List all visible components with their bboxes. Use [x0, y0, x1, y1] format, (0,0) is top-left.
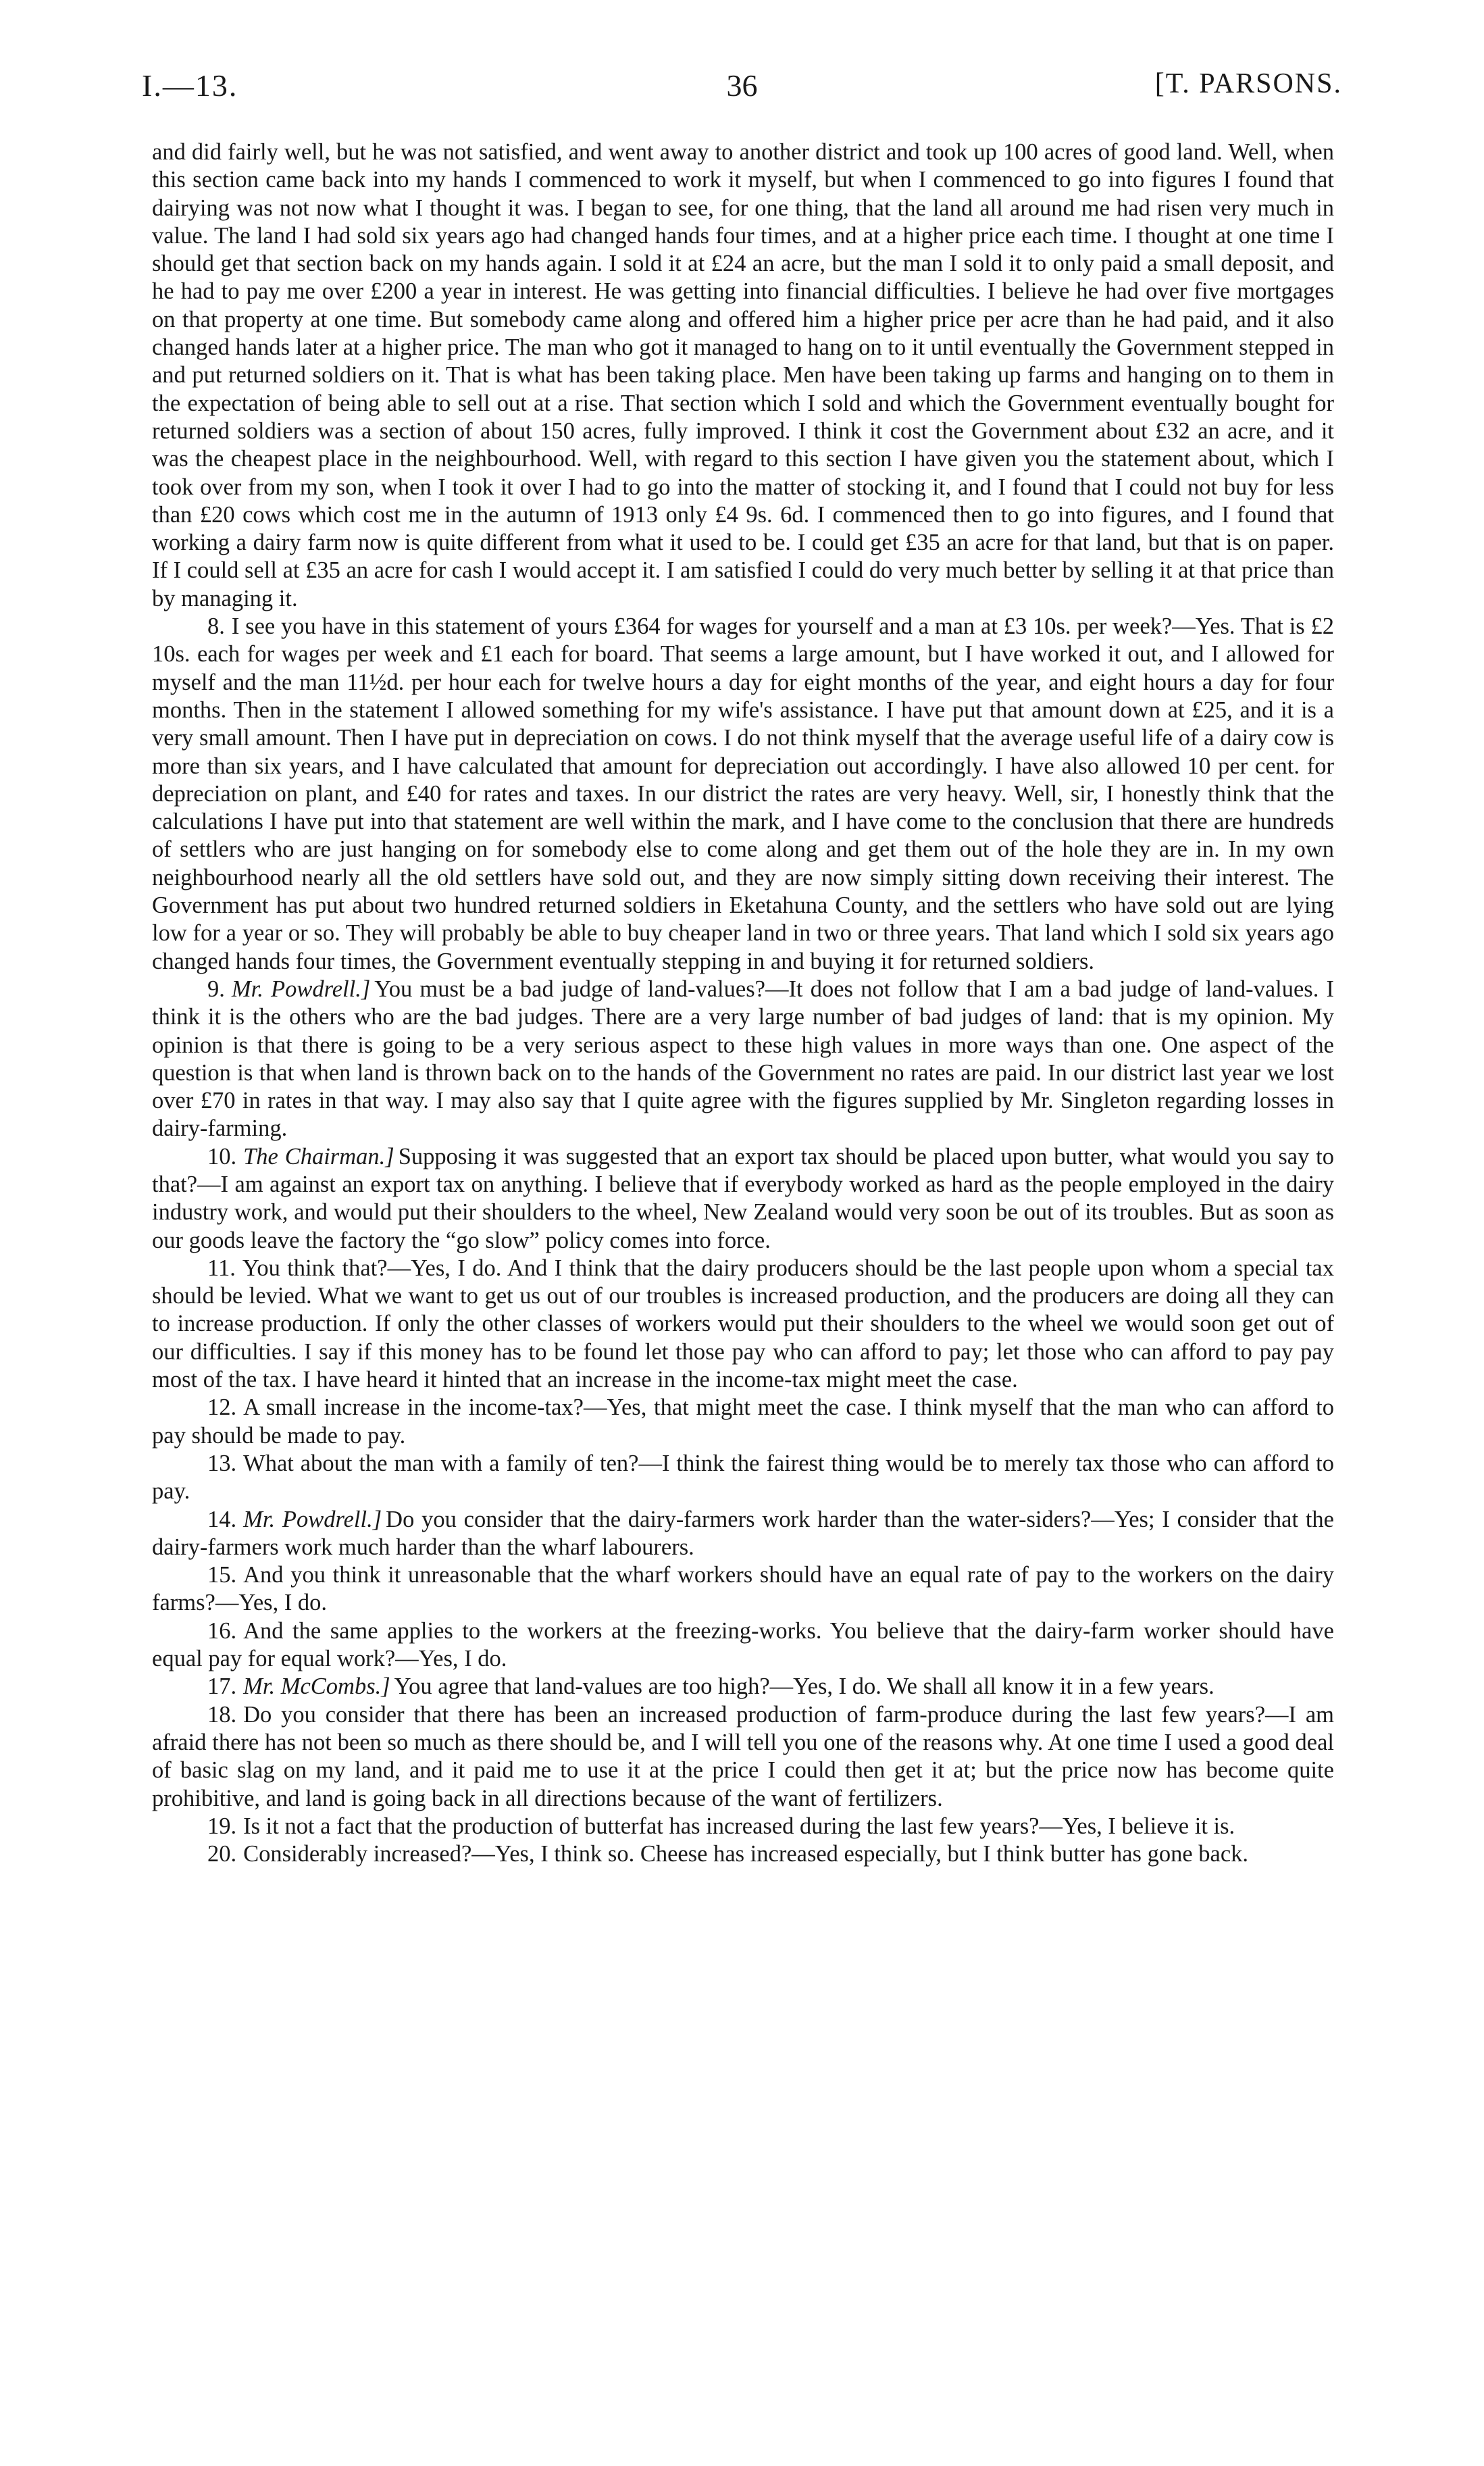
question-number: 15.	[207, 1562, 237, 1588]
question-number: 17.	[207, 1674, 237, 1700]
paragraph-text: A small increase in the income-tax?—Yes, that might meet the case. I think myself that the man who can afford to pay should be made to pay.	[152, 1394, 1334, 1449]
speaker-label: Mr. McCombs.]	[243, 1674, 390, 1700]
witness-name: [T. PARSONS.	[1154, 68, 1342, 99]
question-number: 16.	[207, 1617, 237, 1644]
speaker-label: The Chairman.]	[243, 1143, 394, 1169]
question-number: 13.	[207, 1450, 237, 1476]
question-number: 18.	[207, 1701, 237, 1728]
question-17	[152, 1673, 1334, 1701]
testimony-body	[152, 139, 1334, 1868]
parliamentary-paper-reference: I.—13.	[142, 68, 238, 103]
paragraph-text: and did fairly well, but he was not satisfied, and went away to another district and took up 100 acres of good land. Well, when this section came back into my hands I commenced to work it myself, but when I commenced to go into figures I found that dairying was not now what I thought it was. I began to see, for one thing, that the land all around me had risen very much in value. The land I had sold six years ago had changed hands four times, and at a higher price each time. I thought at one time I should get that section back on my hands again. I sold it at £24 an acre, but the man I sold it to only paid a small deposit, and he had to pay me over £200 a year in interest. He was getting into financial difficulties. I believe he had over five mortgages on that property at one time. But somebody came along and offered him a higher price per acre than he had paid, and it also changed hands later at a higher price. The man who got it managed to hang on to it until eventually the Government stepped in and put returned soldiers on it. That is what has been taking place. Men have been taking up farms and hanging on to them in the expectation of being able to sell out at a rise. That section which I sold and which the Government eventually bought for returned soldiers was a section of about 150 acres, fully improved. I think it cost the Government about £32 an acre, and it was the cheapest place in the neighbourhood. Well, with regard to this section I have given you the statement about, which I took over from my son, when I took it over I had to go into the matter of stocking it, and I found that I could not buy for less than £20 cows which cost me in the autumn of 1913 only £4 9s. 6d. I commenced then to go into figures, and I found that working a dairy farm now is quite different from what it used to be. I could get £35 an acre for that land, but that is on paper. If I could sell at £35 an acre for cash I would accept it. I am satisfied I could do very much better by selling it at that price than by managing it.	[152, 139, 1334, 611]
speaker-label: Mr. Powdrell.]	[231, 976, 371, 1002]
question-18	[152, 1701, 1334, 1813]
question-number: 9.	[207, 976, 225, 1002]
page-number: 36	[726, 68, 758, 103]
page-header	[142, 68, 1342, 115]
paragraph-text: Do you consider that the dairy-farmers work harder than the water-siders?—Yes; I consider that the dairy-farmers work much harder than the wharf labourers.	[152, 1506, 1334, 1560]
question-19	[152, 1813, 1334, 1840]
question-number: 10.	[207, 1143, 237, 1169]
question-14	[152, 1506, 1334, 1562]
question-16	[152, 1617, 1334, 1674]
question-11	[152, 1255, 1334, 1394]
paragraph-continued	[152, 139, 1334, 613]
paragraph-text: You agree that land-values are too high?—Yes, I do. We shall all know it in a few years.	[394, 1674, 1214, 1700]
question-number: 11.	[207, 1255, 236, 1281]
question-13	[152, 1450, 1334, 1506]
paragraph-text: You must be a bad judge of land-values?—It does not follow that I am a bad judge of land-values. I think it is the others who are the bad judges. There are a very large number of bad judges of land: that is my opinion. My opinion is that there is going to be a very serious aspect to these high values in more ways than one. One aspect of the question is that when land is thrown back on to the hands of the Government no rates are paid. In our district last year we lost over £70 in rates in that way. I may also say that I quite agree with the figures supplied by Mr. Singleton regarding losses in dairy-farming.	[152, 976, 1334, 1142]
question-number: 19.	[207, 1813, 237, 1839]
paragraph-text: And you think it unreasonable that the wharf workers should have an equal rate of pay to the workers on the dairy farms?—Yes, I do.	[152, 1562, 1334, 1616]
paragraph-text: Do you consider that there has been an increased production of farm-produce during the last few years?—I am afraid there has not been so much as there should be, and I will tell you one of the reasons why. At one time I used a good deal of basic slag on my land, and it paid me to use it at the price I could then get it at; but the price now has become quite prohibitive, and land is going back in all directions because of the want of fertilizers.	[152, 1701, 1334, 1811]
paragraph-text: Considerably increased?—Yes, I think so. Cheese has increased especially, but I think butter has gone back.	[243, 1841, 1249, 1867]
question-9	[152, 976, 1334, 1143]
question-12	[152, 1394, 1334, 1450]
paragraph-text: What about the man with a family of ten?—I think the fairest thing would be to merely tax those who can afford to pay.	[152, 1450, 1334, 1505]
question-10	[152, 1143, 1334, 1255]
question-20	[152, 1840, 1334, 1868]
paragraph-text: I see you have in this statement of yours £364 for wages for yourself and a man at £3 10s. per week?—Yes. That is £2 10s. each for wages per week and £1 each for board. That seems a large amount, but I have worked it out, and I allowed for myself and the man 11½d. per hour each for twelve hours a day for eight months of the year, and eight hours a day for four months. Then in the statement I allowed something for my wife's assistance. I have put that amount down at £25, and it is a very small amount. Then I have put in depreciation on cows. I do not think myself that the average useful life of a dairy cow is more than six years, and I have calculated that amount for depreciation out accordingly. I have also allowed 10 per cent. for depreciation on plant, and £40 for rates and taxes. In our district the rates are very heavy. Well, sir, I honestly think that the calculations I have put into that statement are well within the mark, and I have come to the conclusion that there are hundreds of settlers who are just hanging on for somebody else to come along and get them out of the hole they are in. In my own neighbourhood nearly all the old settlers have sold out, and they are now simply sitting down receiving their interest. The Government has put about two hundred returned soldiers in Eketahuna County, and the settlers who have sold out are lying low for a year or so. They will probably be able to buy cheaper land in two or three years. That land which I sold six years ago changed hands four times, the Government eventually stepping in and buying it for returned soldiers.	[152, 613, 1334, 974]
question-8	[152, 613, 1334, 976]
paragraph-text: Is it not a fact that the production of butterfat has increased during the last few years?—Yes, I believe it is.	[243, 1813, 1235, 1839]
question-number: 20.	[207, 1841, 237, 1867]
question-number: 8.	[207, 613, 225, 640]
question-15	[152, 1561, 1334, 1617]
question-number: 14.	[207, 1506, 237, 1532]
paragraph-text: Supposing it was suggested that an export tax should be placed upon butter, what would you say to that?—I am against an export tax on anything. I believe that if everybody worked as hard as the people employed in the dairy industry work, and would put their shoulders to the wheel, New Zealand would very soon be out of its troubles. But as soon as our goods leave the factory the “go slow” policy comes into force.	[152, 1143, 1334, 1253]
question-number: 12.	[207, 1394, 237, 1421]
speaker-label: Mr. Powdrell.]	[243, 1506, 382, 1532]
paragraph-text: And the same applies to the workers at the freezing-works. You believe that the dairy-farm worker should have equal pay for equal work?—Yes, I do.	[152, 1617, 1334, 1672]
paragraph-text: You think that?—Yes, I do. And I think that the dairy producers should be the last people upon whom a special tax should be levied. What we want to get us out of our troubles is increased production, and the producers are doing all they can to increase production. If only the other classes of workers would put their shoulders to the wheel we would soon get out of our difficulties. I say if this money has to be found let those pay who can afford to pay; let those who can afford to pay pay most of the tax. I have heard it hinted that an increase in the income-tax might meet the case.	[152, 1255, 1334, 1393]
